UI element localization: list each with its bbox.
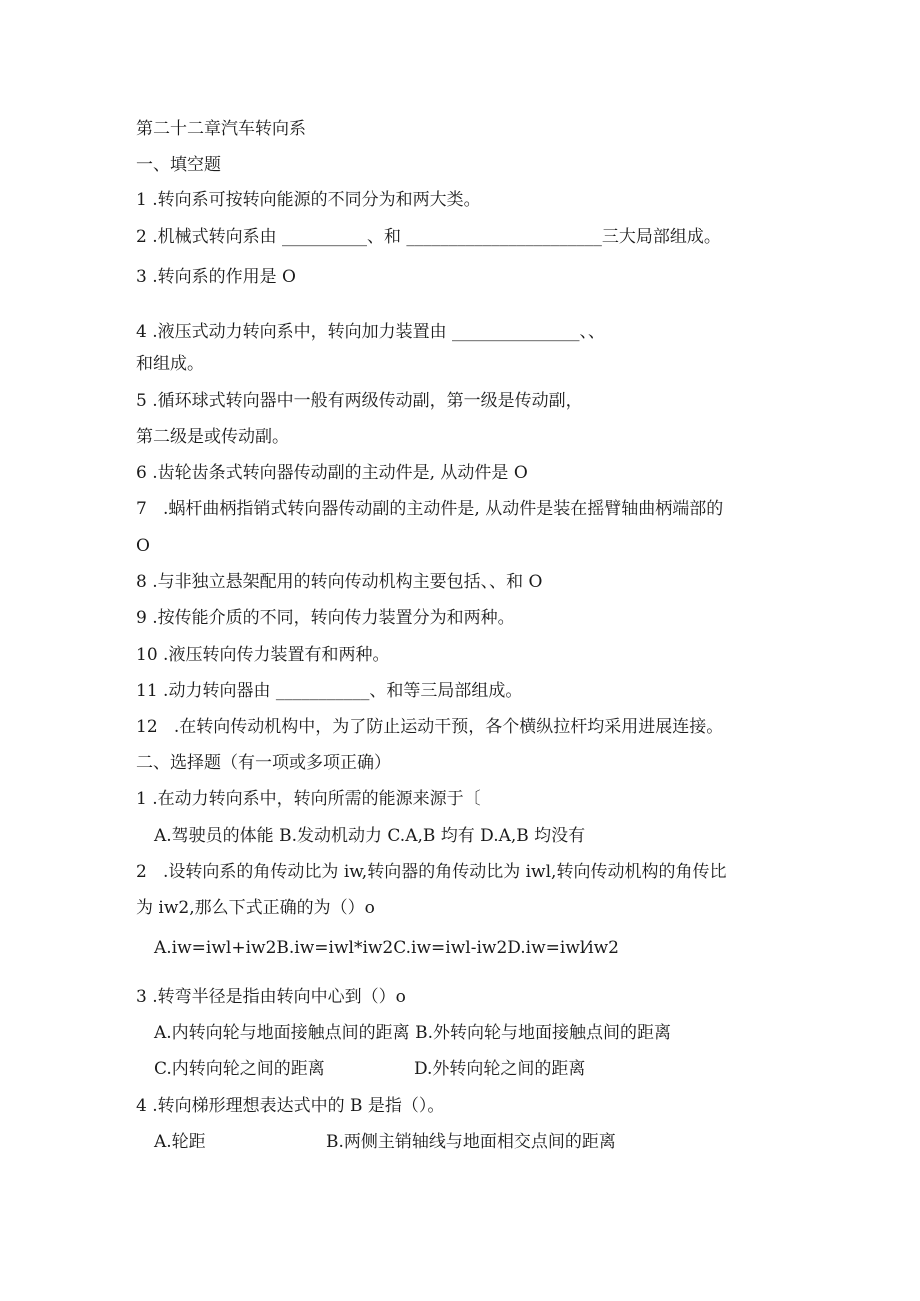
question-text: 11 .动力转向器由 ___________、和等三局部组成。	[136, 681, 523, 701]
question-text: 4 .液压式动力转向系中，转向加力装置由 _______________、、	[136, 322, 606, 342]
answer-option: D.外转向轮之间的距离	[414, 1059, 586, 1079]
question-text: O	[136, 536, 150, 556]
question-text: 7 .蜗杆曲柄指销式转向器传动副的主动件是, 从动件是装在摇臂轴曲柄端部的	[136, 499, 724, 519]
question-text: 和组成。	[136, 354, 204, 374]
question-text: 3 .转弯半径是指由转向中心到（）o	[136, 987, 406, 1007]
question-text: 第二级是或传动副。	[136, 427, 289, 447]
answer-option: B.两侧主销轴线与地面相交点间的距离	[326, 1132, 616, 1152]
answer-option: C.内转向轮之间的距离	[154, 1059, 325, 1079]
chapter-title: 第二十二章汽车转向系	[136, 119, 306, 139]
question-text: 为 iw2,那么下式正确的为（）o	[136, 898, 375, 918]
answer-options: A.内转向轮与地面接触点间的距离 B.外转向轮与地面接触点间的距离	[154, 1023, 671, 1043]
section-heading-fill-in: 一、填空题	[136, 155, 221, 175]
section-heading-choice: 二、选择题（有一项或多项正确）	[136, 753, 391, 773]
question-text: 6 .齿轮齿条式转向器传动副的主动件是, 从动件是 O	[136, 463, 528, 483]
question-text: 5 .循环球式转向器中一般有两级传动副，第一级是传动副，	[136, 391, 583, 411]
question-text: 2 .机械式转向系由 __________、和 _______________________三大局部组成。	[136, 227, 721, 247]
answer-options: A.驾驶员的体能 B.发动机动力 C.A,B 均有 D.A,B 均没有	[154, 826, 586, 846]
question-text: 1 .在动力转向系中，转向所需的能源来源于〔	[136, 789, 481, 809]
question-text: 1 .转向系可按转向能源的不同分为和两大类。	[136, 190, 481, 210]
question-text: 4 .转向梯形理想表达式中的 B 是指（）。	[136, 1096, 445, 1116]
question-text: 9 .按传能介质的不同，转向传力装置分为和两种。	[136, 608, 515, 628]
answer-options: A.iw=iwl+iw2B.iw=iwl*iw2C.iw=iwl-iw2D.iw=iwl⁄iw2	[154, 938, 619, 958]
question-text: 10 .液压转向传力装置有和两种。	[136, 645, 390, 665]
question-text: 2 .设转向系的角传动比为 iw,转向器的角传动比为 iwl,转向传动机构的角传比	[136, 862, 727, 882]
answer-option: A.轮距	[154, 1132, 206, 1152]
question-text: 3 .转向系的作用是 O	[136, 267, 296, 287]
question-text: 12 .在转向传动机构中，为了防止运动干预，各个横纵拉杆均采用进展连接。	[136, 717, 724, 737]
question-text: 8 .与非独立悬架配用的转向传动机构主要包括、、和 O	[136, 572, 543, 592]
